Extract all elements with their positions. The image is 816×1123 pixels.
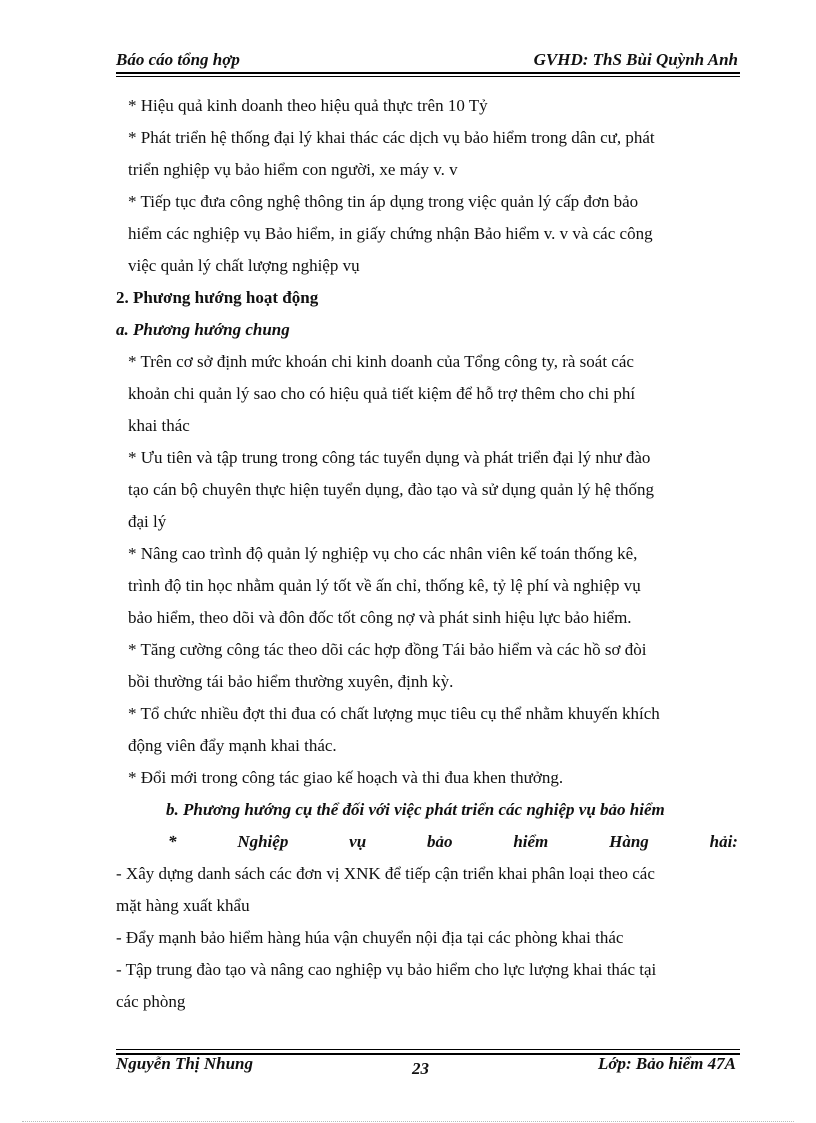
bullet-recruitment (116, 442, 740, 538)
text-line: - Tập trung đào tạo và nâng cao nghiệp vụ bảo hiểm cho lực lượng khai thác tại (116, 960, 657, 979)
page-number: 23 (412, 1059, 429, 1078)
text-line: * Hiệu quả kinh doanh theo hiệu quả thực trên 10 Tỷ (128, 96, 488, 115)
dash-item-domestic-cargo (116, 922, 740, 954)
heading-word: Hàng (609, 832, 649, 851)
text-line: bảo hiểm, theo dõi và đôn đốc tốt công nợ và phát sinh hiệu lực bảo hiểm. (128, 608, 632, 627)
text-line: triển nghiệp vụ bảo hiểm con người, xe máy v. v (128, 160, 458, 179)
bullet-efficiency (116, 90, 740, 122)
dash-item-training (116, 954, 740, 1018)
page-footer (116, 1054, 740, 1084)
text-line: tạo cán bộ chuyên thực hiện tuyển dụng, đào tạo và sử dụng quản lý hệ thống (128, 480, 654, 499)
text-line: đại lý (128, 512, 167, 531)
heading-word: hiểm (513, 832, 549, 851)
subsection-heading-b: b. Phương hướng cụ thể đối với việc phát triển các nghiệp vụ bảo hiểm (166, 800, 665, 819)
bullet-emulation (116, 698, 740, 762)
text-line: mặt hàng xuất khẩu (116, 896, 250, 915)
page-header (116, 46, 740, 74)
footer-author: Nguyễn Thị Nhung (116, 1054, 253, 1073)
text-line: khai thác (128, 416, 190, 435)
text-line: động viên đẩy mạnh khai thác. (128, 736, 337, 755)
header-report-title: Báo cáo tổng hợp (116, 50, 240, 69)
header-advisor: GVHD: ThS Bùi Quỳnh Anh (533, 50, 738, 69)
section-heading-2: 2. Phương hướng hoạt động (116, 288, 319, 307)
text-line: việc quản lý chất lượng nghiệp vụ (128, 256, 360, 275)
text-line: bồi thường tái bảo hiểm thường xuyên, định kỳ. (128, 672, 454, 691)
text-line: * Tăng cường công tác theo dõi các hợp đồng Tái bảo hiểm và các hồ sơ đòi (128, 640, 647, 659)
heading-word: hải: (709, 832, 738, 851)
text-line: * Nâng cao trình độ quản lý nghiệp vụ cho các nhân viên kế toán thống kê, (128, 544, 638, 563)
text-line: * Đổi mới trong công tác giao kế hoạch và thi đua khen thưởng. (128, 768, 564, 787)
heading-word: Nghiệp (237, 832, 289, 851)
bullet-reinsurance (116, 634, 740, 698)
dash-item-xnk-list (116, 858, 740, 922)
text-line: các phòng (116, 992, 186, 1011)
text-line: - Đẩy mạnh bảo hiểm hàng húa vận chuyển nội địa tại các phòng khai thác (116, 928, 624, 947)
bullet-it-application (116, 186, 740, 282)
bullet-cost-review (116, 346, 740, 442)
text-line: trình độ tin học nhằm quản lý tốt về ấn chỉ, thống kê, tỷ lệ phí và nghiệp vụ (128, 576, 641, 595)
bullet-staff-skills (116, 538, 740, 634)
text-line: hiểm các nghiệp vụ Bảo hiểm, in giấy chứng nhận Bảo hiểm v. v và các công (128, 224, 653, 243)
bullet-agency-development (116, 122, 740, 186)
text-line: * Ưu tiên và tập trung trong công tác tuyển dụng và phát triển đại lý như đào (128, 448, 651, 467)
text-line: * Phát triển hệ thống đại lý khai thác các dịch vụ bảo hiểm trong dân cư, phát (128, 128, 655, 147)
footer-rule-thin (116, 1049, 740, 1050)
marine-insurance-heading (116, 826, 740, 858)
text-line: khoản chi quản lý sao cho có hiệu quả tiết kiệm để hỗ trợ thêm cho chi phí (128, 384, 636, 403)
text-line: * Tiếp tục đưa công nghệ thông tin áp dụng trong việc quản lý cấp đơn bảo (128, 192, 639, 211)
text-line: * Trên cơ sở định mức khoán chi kinh doanh của Tổng công ty, rà soát các (128, 352, 634, 371)
text-line: - Xây dựng danh sách các đơn vị XNK để tiếp cận triển khai phân loại theo các (116, 864, 655, 883)
heading-word: bảo (426, 832, 453, 851)
text-line: * Tổ chức nhiều đợt thi đua có chất lượng mục tiêu cụ thể nhằm khuyến khích (128, 704, 660, 723)
footer-class: Lớp: Bảo hiểm 47A (597, 1054, 736, 1073)
page-body (116, 90, 740, 1018)
header-rule (116, 76, 740, 77)
heading-word: * (168, 832, 177, 851)
subsection-heading-a: a. Phương hướng chung (116, 320, 290, 339)
bullet-planning-reform (116, 762, 740, 794)
page-bottom-dotted-rule (22, 1121, 794, 1122)
heading-word: vụ (349, 832, 367, 851)
